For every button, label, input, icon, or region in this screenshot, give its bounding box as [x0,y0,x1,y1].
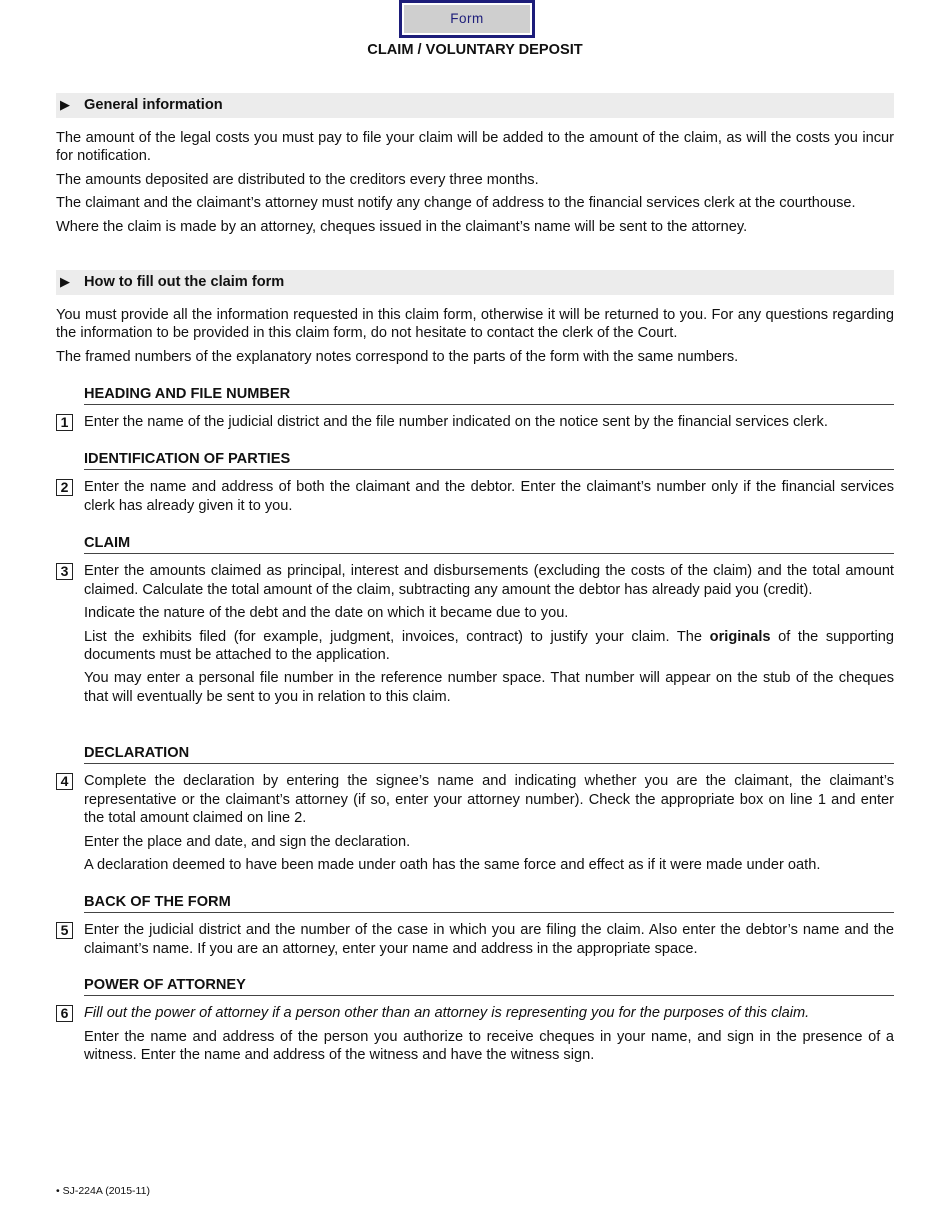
part-item [56,921,894,958]
part-item [56,1004,894,1064]
paragraph: The framed numbers of the explanatory notes correspond to the parts of the form with the same numbers. [56,348,739,365]
paragraph: Enter the name and address of both the claimant and the debtor. Enter the claimant’s number only if the financial services clerk has already given it to you. [84,479,894,514]
part-number-box: 3 [56,563,73,580]
part-heading: DECLARATION [84,744,894,764]
part-heading: BACK OF THE FORM [84,893,894,913]
paragraph: The amounts deposited are distributed to the creditors every three months. [56,171,539,188]
part-heading: IDENTIFICATION OF PARTIES [84,450,894,470]
document-title: CLAIM / VOLUNTARY DEPOSIT [367,42,583,58]
paragraph: The amount of the legal costs you must pay to file your claim will be added to the amount of the claim, as will the costs you incur for notification. [56,130,894,165]
paragraph: Enter the amounts claimed as principal, interest and disbursements (excluding the costs of the claim) and the total amount claimed. Calculate the total amount of the claim, subtracting any amount the debtor has already paid you (credit). [84,563,894,598]
form-button-label: Form [404,5,530,33]
part-number-box: 2 [56,479,73,496]
text-run: List the exhibits filed (for example, judgment, invoices, contract) to justify your claim. The [84,628,710,645]
paragraph: Where the claim is made by an attorney, cheques issued in the claimant’s name will be sent to the attorney. [56,218,748,235]
paragraph-italic: Fill out the power of attorney if a person other than an attorney is representing you for the purposes of this claim. [84,1005,810,1022]
part-item [56,413,894,431]
part-4 [56,744,894,874]
part-number-box: 6 [56,1005,73,1022]
section-heading: How to fill out the claim form [84,274,285,291]
section-general-information [56,93,894,118]
part-5 [56,893,894,958]
form-button[interactable] [399,0,535,38]
form-code: • SJ-224A (2015-11) [56,1185,150,1197]
part-heading: HEADING AND FILE NUMBER [84,385,894,405]
paragraph: Enter the name of the judicial district and the file number indicated on the notice sent by the financial services clerk. [84,414,828,431]
text-run: of the supporting documents must be attached to the application. [84,628,894,664]
part-heading: CLAIM [84,534,894,554]
general-text [56,129,894,236]
section-how-to-fill [56,270,894,295]
paragraph-exhibits [84,628,894,665]
paragraph: Indicate the nature of the debt and the date on which it became due to you. [84,605,569,622]
part-item [56,478,894,515]
part-number-box: 5 [56,922,73,939]
part-heading: POWER OF ATTORNEY [84,976,894,996]
part-item [56,562,894,706]
part-6 [56,976,894,1065]
paragraph: Enter the name and address of the person you authorize to receive cheques in your name, and sign in the presence of a witness. Enter the name and address of the witness and have the witness sign. [84,1028,894,1064]
part-item [56,772,894,874]
paragraph: Complete the declaration by entering the signee’s name and indicating whether you are the claimant, the claimant’s representative or the claimant’s attorney (if so, enter your attorney number). Check the appropriate box on line 1 and enter the total amount claimed on line 2. [84,773,894,827]
paragraph: Enter the judicial district and the number of the case in which you are filing the claim. Also enter the debtor’s name and the claimant’s name. If you are an attorney, enter your name and address in the appropriate space. [84,922,894,957]
part-3 [56,534,894,706]
section-heading: General information [84,97,223,114]
paragraph: You must provide all the information requested in this claim form, otherwise it will be returned to you. For any questions regarding the information to be provided in this claim form, do not hesitate to contact the clerk of the Court. [56,307,894,342]
play-arrow-icon: ▶ [60,274,70,290]
part-2 [56,450,894,515]
play-arrow-icon: ▶ [60,97,70,113]
paragraph: The claimant and the claimant’s attorney must notify any change of address to the financial services clerk at the courthouse. [56,195,856,212]
paragraph: Enter the place and date, and sign the declaration. [84,833,411,850]
paragraph: A declaration deemed to have been made under oath has the same force and effect as if it were made under oath. [84,857,821,874]
paragraph: You may enter a personal file number in the reference number space. That number will appear on the stub of the cheques that will eventually be sent to you in relation to this claim. [84,670,894,705]
part-number-box: 4 [56,773,73,790]
part-1 [56,385,894,432]
howto-text [56,306,894,366]
part-number-box: 1 [56,414,73,431]
text-run-bold: originals [709,628,771,645]
